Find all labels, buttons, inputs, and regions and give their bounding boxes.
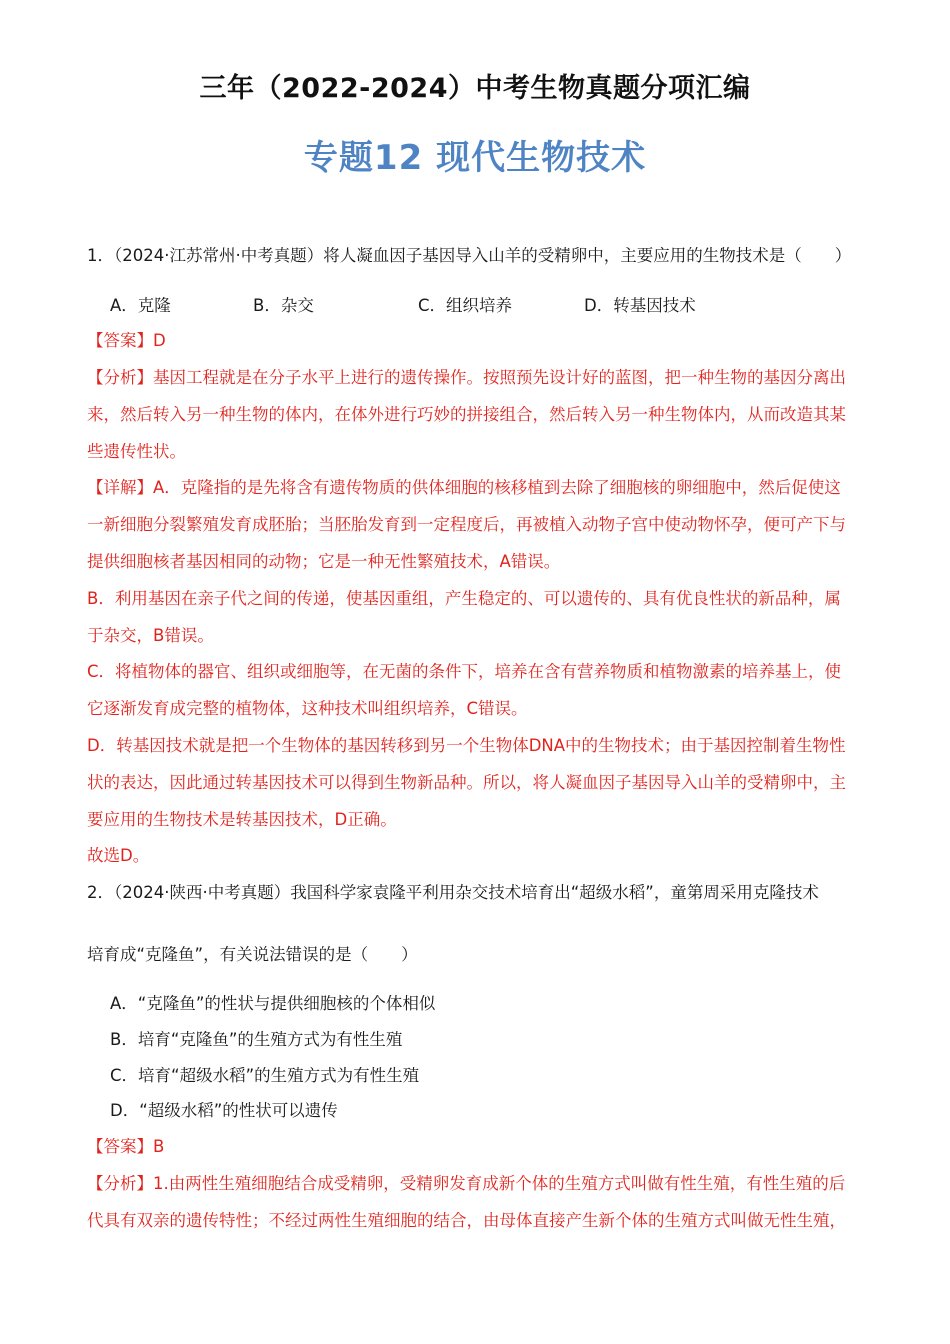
topic-title: 专题12 现代生物技术 <box>303 138 647 178</box>
q2-option-c: C．培育“超级水稻”的生殖方式为有性生殖 <box>110 1066 420 1085</box>
q2-option-d: D．“超级水稻”的性状可以遗传 <box>110 1101 338 1120</box>
q1-detail-line: 【详解】A．克隆指的是先将含有遗传物质的供体细胞的核移植到去除了细胞核的卵细胞中，然后促使这 <box>87 478 841 497</box>
q1-detail-line: 一新细胞分裂繁殖发育成胚胎；当胚胎发育到一定程度后，再被植入动物子宫中使动物怀孕，便可产下与 <box>87 515 846 534</box>
q1-detail-line: 状的表达，因此通过转基因技术可以得到生物新品种。所以，将人凝血因子基因导入山羊的受精卵中，主 <box>87 773 846 792</box>
q1-detail-line: 它逐渐发育成完整的植物体，这种技术叫组织培养，C错误。 <box>87 699 528 718</box>
q1-conclusion: 故选D。 <box>87 846 150 865</box>
q2-analysis-line: 【分析】1.由两性生殖细胞结合成受精卵，受精卵发育成新个体的生殖方式叫做有性生殖，有性生殖的后 <box>87 1174 846 1193</box>
question-2-stem: 2．（2024·陕西·中考真题）我国科学家袁隆平利用杂交技术培育出“超级水稻”，童第周采用克隆技术 <box>87 883 819 902</box>
q1-option-a: A．克隆 <box>110 296 171 315</box>
question-2-stem-continued: 培育成“克隆鱼”，有关说法错误的是（ ） <box>87 945 418 964</box>
q1-option-b: B．杂交 <box>253 296 314 315</box>
q2-analysis-line: 代具有双亲的遗传特性；不经过两性生殖细胞的结合，由母体直接产生新个体的生殖方式叫做无性生殖， <box>87 1211 846 1230</box>
q1-detail-line: C．将植物体的器官、组织或细胞等，在无菌的条件下，培养在含有营养物质和植物激素的培养基上，使 <box>87 662 842 681</box>
q1-analysis-line: 来，然后转入另一种生物的体内，在体外进行巧妙的拼接组合，然后转入另一种生物体内，从而改造其某 <box>87 405 846 424</box>
q2-answer: 【答案】B <box>87 1137 165 1156</box>
q1-detail-line: 提供细胞核者基因相同的动物；它是一种无性繁殖技术，A错误。 <box>87 552 561 571</box>
q1-detail-line: B．利用基因在亲子代之间的传递，使基因重组，产生稳定的、可以遗传的、具有优良性状的新品种，属 <box>87 589 841 608</box>
q1-option-d: D．转基因技术 <box>584 296 696 315</box>
q1-answer: 【答案】D <box>87 331 166 350</box>
document-title: 三年（2022-2024）中考生物真题分项汇编 <box>199 73 751 104</box>
q1-analysis-line: 【分析】基因工程就是在分子水平上进行的遗传操作。按照预先设计好的蓝图，把一种生物的基因分离出 <box>87 368 846 387</box>
q1-detail-line: D．转基因技术就是把一个生物体的基因转移到另一个生物体DNA中的生物技术；由于基因控制着生物性 <box>87 736 846 755</box>
q2-option-a: A．“克隆鱼”的性状与提供细胞核的个体相似 <box>110 994 436 1013</box>
q2-option-b: B．培育“克隆鱼”的生殖方式为有性生殖 <box>110 1030 403 1049</box>
q1-detail-line: 于杂交，B错误。 <box>87 626 214 645</box>
q1-detail-line: 要应用的生物技术是转基因技术，D正确。 <box>87 810 397 829</box>
q1-option-c: C．组织培养 <box>418 296 513 315</box>
q1-analysis-line: 些遗传性状。 <box>87 442 186 461</box>
question-1-stem: 1．（2024·江苏常州·中考真题）将人凝血因子基因导入山羊的受精卵中，主要应用的生物技术是（ ） <box>87 246 852 265</box>
